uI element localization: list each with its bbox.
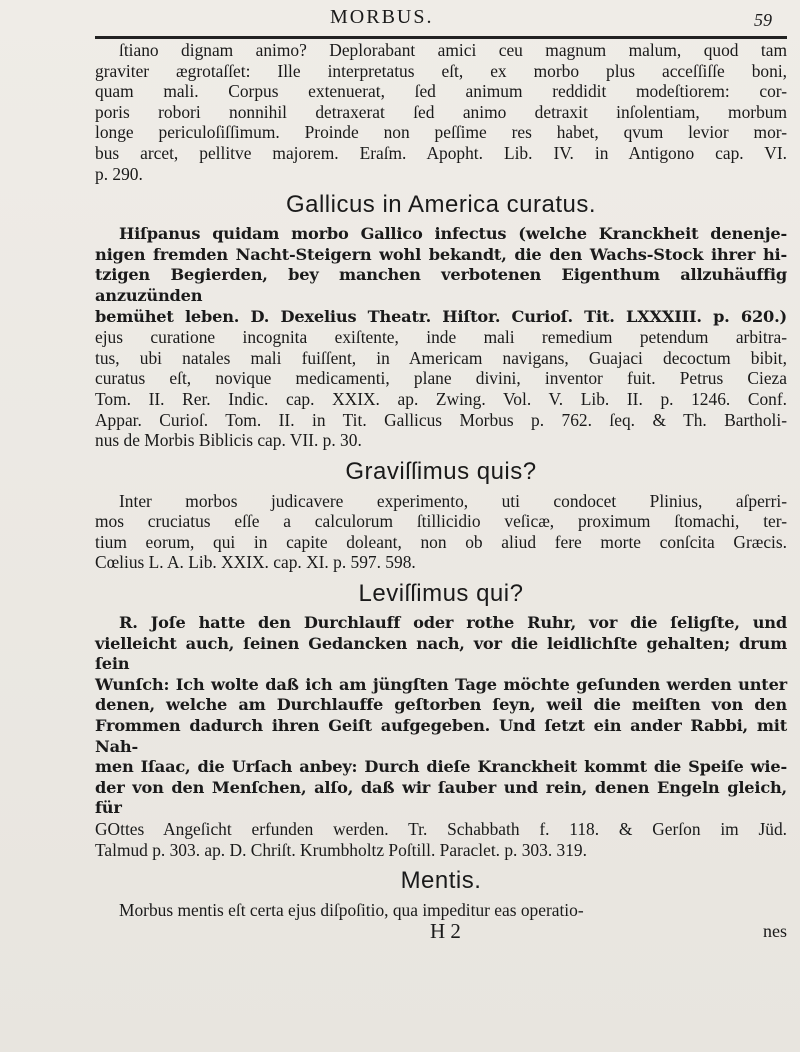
text-line: Frommen dadurch ihren Geiſt aufgegeben. Und ſetzt ein ander Rabbi, mit Nah- bbox=[95, 716, 787, 756]
page-body bbox=[95, 40, 787, 947]
text-line: Appar. Curioſ. Tom. II. in Tit. Gallicus Morbus p. 762. ſeq. & Th. Bartholi- bbox=[95, 409, 787, 430]
text-line: men Iſaac, die Urſach anbey: Durch dieſe Kranckheit kommt die Speiſe wie- bbox=[95, 757, 787, 777]
catchword: nes bbox=[763, 920, 787, 941]
paragraph bbox=[95, 613, 787, 860]
text-line: curatus eſt, novique medicamenti, plane divini, inventor fuit. Petrus Cieza bbox=[95, 368, 787, 389]
text-line: mos cruciatus eſſe a calculorum ſtillicidio veſicæ, proximum ſtomachi, ter- bbox=[95, 511, 787, 532]
text-line: denen, welche am Durchlauffe geſtorben ſeyn, weil die meiſten von den bbox=[95, 695, 787, 715]
text-line: Inter morbos judicavere experimento, uti condocet Plinius, aſperri- bbox=[119, 490, 787, 511]
text-line: tium eorum, qui in capite doleant, non ob aliud fere morte conſcita Græcis. bbox=[95, 531, 787, 552]
page-title: MORBUS. bbox=[330, 6, 434, 28]
text-line: nigen fremden Nacht-Steigern wohl bekandt, die den Wachs-Stock ihrer hi- bbox=[95, 244, 787, 264]
signature-mark: H 2 bbox=[430, 918, 461, 943]
text-line: Morbus mentis eſt certa ejus diſpoſitio, qua impeditur eas operatio- bbox=[119, 900, 584, 921]
text-line: R. Joſe hatte den Durchlauff oder rothe Ruhr, vor die ſeligſte, und bbox=[119, 613, 787, 633]
text-line: ejus curatione incognita exiſtente, inde mali remedium petendum arbitra- bbox=[95, 327, 787, 348]
header-rule bbox=[95, 36, 787, 39]
text-line: GOttes Angeſicht erfunden werden. Tr. Schabbath f. 118. & Gerſon im Jüd. bbox=[95, 819, 787, 839]
page-number: 59 bbox=[754, 10, 772, 30]
text-line: vielleicht auch, ſeinen Gedancken nach, vor die leidlichſte gehalten; drum ſein bbox=[95, 633, 787, 674]
section-heading: Graviſſimus quis? bbox=[345, 457, 537, 485]
paragraph bbox=[95, 224, 787, 451]
text-line: quam mali. Corpus extenuerat, ſed animum reddidit modeſtiorem: cor- bbox=[95, 81, 787, 102]
text-line: tus, ubi natales mali fuiſſent, in Americam navigans, Guajaci decoctum bibit, bbox=[95, 347, 787, 368]
text-line: bus arcet, pellitve majorem. Eraſm. Apopht. Lib. IV. in Antigono cap. VI. bbox=[95, 142, 787, 163]
text-line: p. 290. bbox=[95, 163, 143, 184]
text-line: longe periculoſiſſimum. Proinde non peſſime res habet, qvum levior mor- bbox=[95, 122, 787, 143]
text-line: ſtiano dignam animo? Deplorabant amici ceu magnum malum, quod tam bbox=[119, 40, 787, 60]
text-line: bemühet leben. D. Dexelius Theatr. Hiſtor. Curioſ. Tit. LXXXIII. p. 620.) bbox=[95, 306, 787, 326]
text-line: Hiſpanus quidam morbo Gallico infectus (welche Kranckheit denenje- bbox=[119, 224, 787, 244]
text-line: Tom. II. Rer. Indic. cap. XXIX. ap. Zwing. Vol. V. Lib. II. p. 1246. Conf. bbox=[95, 388, 787, 409]
text-line: nus de Morbis Biblicis cap. VII. p. 30. bbox=[95, 430, 362, 451]
section-heading: Leviſſimus qui? bbox=[358, 580, 524, 608]
paragraph bbox=[95, 40, 787, 184]
text-line: Wunſch: Ich wolte daß ich am jüngſten Tage möchte geſunden werden unter bbox=[95, 674, 787, 694]
text-line: tzigen Begierden, bey manchen verbotenen Eigenthum allzuhäuffig anzuzünden bbox=[95, 265, 787, 305]
text-line: Talmud p. 303. ap. D. Chriſt. Krumbholtz Poſtill. Paraclet. p. 303. 319. bbox=[95, 839, 587, 860]
text-line: graviter ægrotaſſet: Ille interpretatus eſt, ex morbo plus acceſſiſſe boni, bbox=[95, 60, 787, 81]
paragraph bbox=[95, 900, 787, 921]
signature-line bbox=[95, 918, 787, 947]
running-head bbox=[0, 6, 800, 36]
text-line: Cœlius L. A. Lib. XXIX. cap. XI. p. 597. 598. bbox=[95, 552, 416, 573]
text-line: der von den Menſchen, alſo, daß wir ſauber und rein, denen Engeln gleich, für bbox=[95, 777, 787, 818]
section-heading: Mentis. bbox=[400, 867, 482, 895]
section-heading: Gallicus in America curatus. bbox=[285, 191, 597, 219]
paragraph bbox=[95, 491, 787, 573]
text-line: poris robori nonnihil detraxerat ſed animo detraxit inſolentiam, morbum bbox=[95, 101, 787, 122]
